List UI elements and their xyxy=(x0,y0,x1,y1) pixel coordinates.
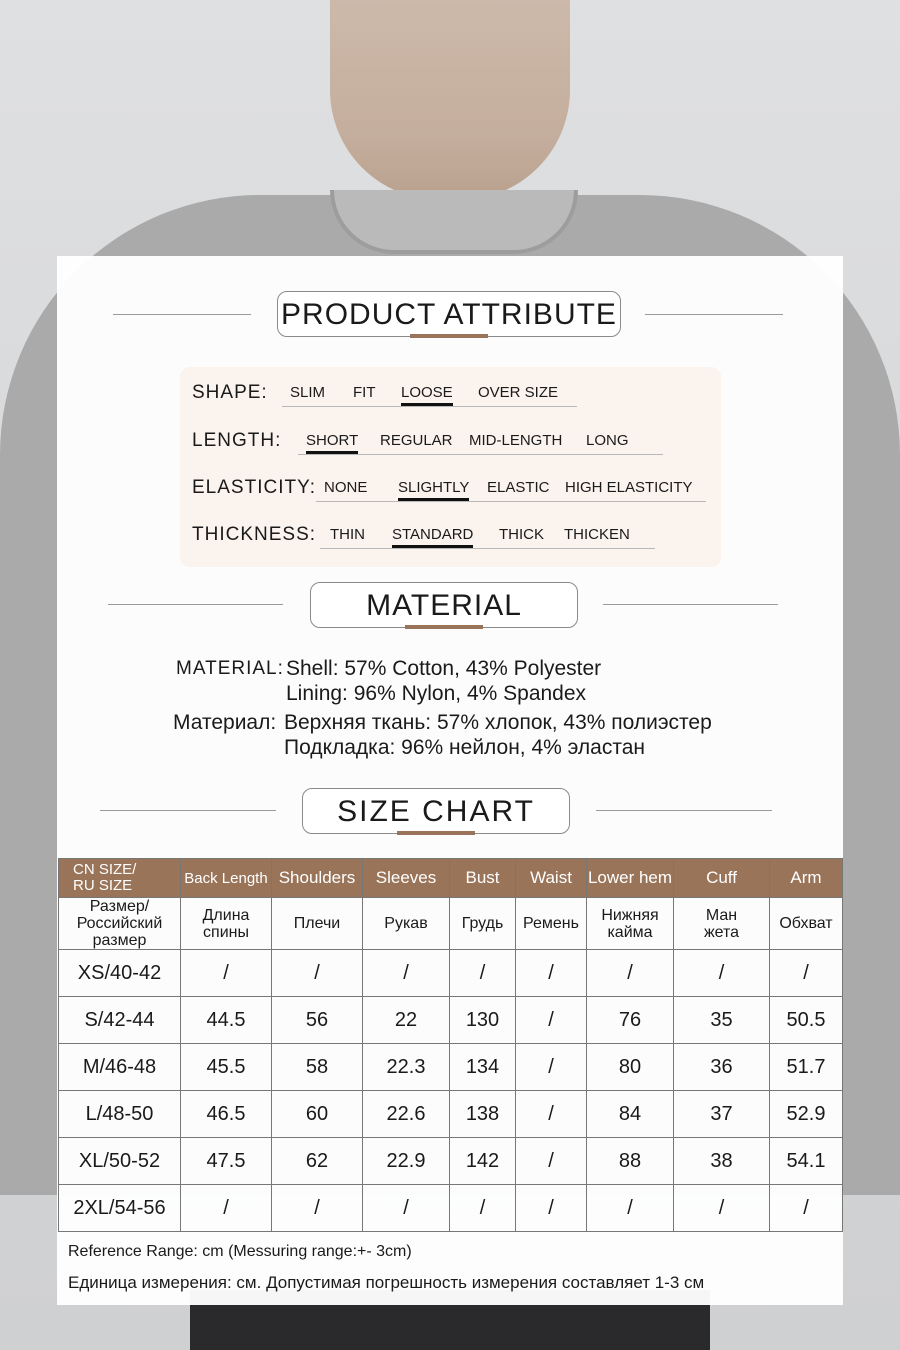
section-title-text: MATERIAL xyxy=(366,589,522,622)
value-cell: / xyxy=(674,950,770,997)
size-cell: XL/50-52 xyxy=(59,1138,181,1185)
value-cell: / xyxy=(770,1185,843,1232)
table-row xyxy=(59,1044,843,1091)
ru-header-cell xyxy=(59,898,181,950)
value-cell: / xyxy=(516,950,587,997)
section-title-text: PRODUCT ATTRIBUTE xyxy=(281,298,617,331)
value-cell: 60 xyxy=(272,1091,363,1138)
material-line: Верхняя ткань: 57% хлопок, 43% полиэстер xyxy=(284,711,712,734)
value-cell: 38 xyxy=(674,1138,770,1185)
value-cell: 22 xyxy=(363,997,450,1044)
size-cell: 2XL/54-56 xyxy=(59,1185,181,1232)
attr-option: OVER SIZE xyxy=(478,384,559,401)
header-cell: Lower hem xyxy=(587,859,674,898)
header-cell: Sleeves xyxy=(363,859,450,898)
value-cell: / xyxy=(272,1185,363,1232)
reference-note-en: Reference Range: cm (Messuring range:+- 3cm) xyxy=(68,1243,412,1260)
value-cell: 54.1 xyxy=(770,1138,843,1185)
reference-note-ru: Единица измерения: см. Допустимая погрешность измерения составляет 1-3 см xyxy=(68,1273,705,1292)
attr-option: ELASTIC xyxy=(487,479,550,496)
value-cell: / xyxy=(450,1185,516,1232)
header-line: Длина xyxy=(202,906,250,924)
attr-option-selected: SHORT xyxy=(306,432,359,449)
value-cell: / xyxy=(770,950,843,997)
header-line: Ман xyxy=(705,906,738,924)
value-cell: 46.5 xyxy=(181,1091,272,1138)
material-line: Lining: 96% Nylon, 4% Spandex xyxy=(286,682,587,705)
header-cell: Shoulders xyxy=(272,859,363,898)
attr-row-thickness xyxy=(192,524,712,554)
size-cell: S/42-44 xyxy=(59,997,181,1044)
header-cell: Cuff xyxy=(674,859,770,898)
shirt-collar xyxy=(330,190,578,254)
value-cell: / xyxy=(363,1185,450,1232)
divider-line xyxy=(596,810,772,811)
value-cell: / xyxy=(272,950,363,997)
section-title-text: SIZE CHART xyxy=(337,795,535,828)
size-cell: XS/40-42 xyxy=(59,950,181,997)
section-title-material xyxy=(310,582,578,628)
divider-line xyxy=(100,810,276,811)
attr-option-selected: LOOSE xyxy=(401,384,453,401)
value-cell: / xyxy=(450,950,516,997)
header-line: RU SIZE xyxy=(73,877,133,894)
ru-header-cell xyxy=(272,898,363,950)
attr-underline xyxy=(298,454,663,455)
value-cell: / xyxy=(363,950,450,997)
attr-label: ELASTICITY: xyxy=(192,477,316,498)
ru-header-cell xyxy=(770,898,843,950)
title-underbar xyxy=(405,625,483,629)
attr-option: THIN xyxy=(330,526,365,543)
value-cell: 130 xyxy=(450,997,516,1044)
header-line: Нижняя xyxy=(601,906,659,924)
table-row xyxy=(59,1138,843,1185)
value-cell: 58 xyxy=(272,1044,363,1091)
attr-option: REGULAR xyxy=(380,432,453,449)
attr-row-elasticity xyxy=(192,477,712,507)
attr-underline xyxy=(316,501,706,502)
attr-option: THICK xyxy=(499,526,544,543)
value-cell: 22.3 xyxy=(363,1044,450,1091)
value-cell: 52.9 xyxy=(770,1091,843,1138)
attr-option-selected: STANDARD xyxy=(392,526,474,543)
divider-line xyxy=(113,314,251,315)
divider-line xyxy=(108,604,283,605)
value-cell: / xyxy=(516,997,587,1044)
value-cell: / xyxy=(181,1185,272,1232)
header-line: Грудь xyxy=(461,915,504,932)
value-cell: 56 xyxy=(272,997,363,1044)
header-cell xyxy=(59,859,181,898)
attr-option-selected: SLIGHTLY xyxy=(398,479,470,496)
value-cell: 36 xyxy=(674,1044,770,1091)
header-line: Рукав xyxy=(384,915,428,932)
material-label-en: MATERIAL: xyxy=(176,658,284,679)
ru-header-cell xyxy=(516,898,587,950)
value-cell: 22.6 xyxy=(363,1091,450,1138)
value-cell: 76 xyxy=(587,997,674,1044)
header-line: CN SIZE/ xyxy=(73,861,137,878)
value-cell: 35 xyxy=(674,997,770,1044)
header-cell: Back Length xyxy=(181,859,272,898)
attr-option: FIT xyxy=(353,384,376,401)
material-line: Подкладка: 96% нейлон, 4% эластан xyxy=(284,736,646,759)
size-cell: L/48-50 xyxy=(59,1091,181,1138)
attr-option: NONE xyxy=(324,479,368,496)
value-cell: 47.5 xyxy=(181,1138,272,1185)
value-cell: / xyxy=(587,1185,674,1232)
value-cell: 50.5 xyxy=(770,997,843,1044)
attr-option: THICKEN xyxy=(564,526,630,543)
value-cell: / xyxy=(674,1185,770,1232)
attr-label: SHAPE: xyxy=(192,382,268,403)
attr-option: SLIM xyxy=(290,384,326,401)
title-underbar xyxy=(397,831,475,835)
header-line: размер xyxy=(92,932,147,949)
attr-label: LENGTH: xyxy=(192,430,282,451)
value-cell: 138 xyxy=(450,1091,516,1138)
ru-header-cell xyxy=(450,898,516,950)
material-line: Shell: 57% Cotton, 43% Polyester xyxy=(286,657,602,680)
material-label-ru: Материал: xyxy=(173,711,277,734)
value-cell: 88 xyxy=(587,1138,674,1185)
value-cell: 37 xyxy=(674,1091,770,1138)
divider-line xyxy=(645,314,783,315)
divider-line xyxy=(603,604,778,605)
title-underbar xyxy=(410,334,488,338)
header-line: Плечи xyxy=(293,915,341,932)
value-cell: 51.7 xyxy=(770,1044,843,1091)
attr-option: MID-LENGTH xyxy=(469,432,563,449)
attr-option: LONG xyxy=(586,432,629,449)
header-line: спины xyxy=(203,923,249,941)
value-cell: 134 xyxy=(450,1044,516,1091)
header-line: Обхват xyxy=(779,915,833,932)
size-cell: M/46-48 xyxy=(59,1044,181,1091)
attr-underline xyxy=(282,406,577,407)
ru-header-cell xyxy=(363,898,450,950)
table-row xyxy=(59,1091,843,1138)
value-cell: 45.5 xyxy=(181,1044,272,1091)
attr-row-shape xyxy=(192,382,712,412)
table-ru-header-row xyxy=(59,898,843,950)
attr-row-length xyxy=(192,430,712,460)
value-cell: 84 xyxy=(587,1091,674,1138)
section-title-size-chart xyxy=(302,788,570,834)
value-cell: / xyxy=(587,950,674,997)
ru-header-cell xyxy=(674,898,770,950)
value-cell: / xyxy=(181,950,272,997)
value-cell: 22.9 xyxy=(363,1138,450,1185)
model-neck xyxy=(330,0,570,200)
attribute-box xyxy=(180,367,721,567)
header-cell: Bust xyxy=(450,859,516,898)
ru-header-cell xyxy=(181,898,272,950)
header-cell: Arm xyxy=(770,859,843,898)
section-title-attribute xyxy=(277,291,621,337)
attr-option: HIGH ELASTICITY xyxy=(565,479,693,496)
value-cell: 62 xyxy=(272,1138,363,1185)
header-line: кайма xyxy=(607,923,653,941)
attr-underline xyxy=(320,548,655,549)
value-cell: / xyxy=(516,1091,587,1138)
table-row xyxy=(59,997,843,1044)
value-cell: / xyxy=(516,1185,587,1232)
ru-header-cell xyxy=(587,898,674,950)
value-cell: 80 xyxy=(587,1044,674,1091)
table-row xyxy=(59,1185,843,1232)
value-cell: / xyxy=(516,1138,587,1185)
table-header-row xyxy=(59,859,843,898)
table-row xyxy=(59,950,843,997)
header-cell: Waist xyxy=(516,859,587,898)
value-cell: / xyxy=(516,1044,587,1091)
size-chart-table xyxy=(58,858,843,1232)
attr-label: THICKNESS: xyxy=(192,524,317,545)
header-line: жета xyxy=(703,923,740,941)
header-line: Ремень xyxy=(523,915,579,932)
value-cell: 142 xyxy=(450,1138,516,1185)
value-cell: 44.5 xyxy=(181,997,272,1044)
header-line: Российский xyxy=(76,915,163,932)
header-line: Размер/ xyxy=(89,898,150,915)
